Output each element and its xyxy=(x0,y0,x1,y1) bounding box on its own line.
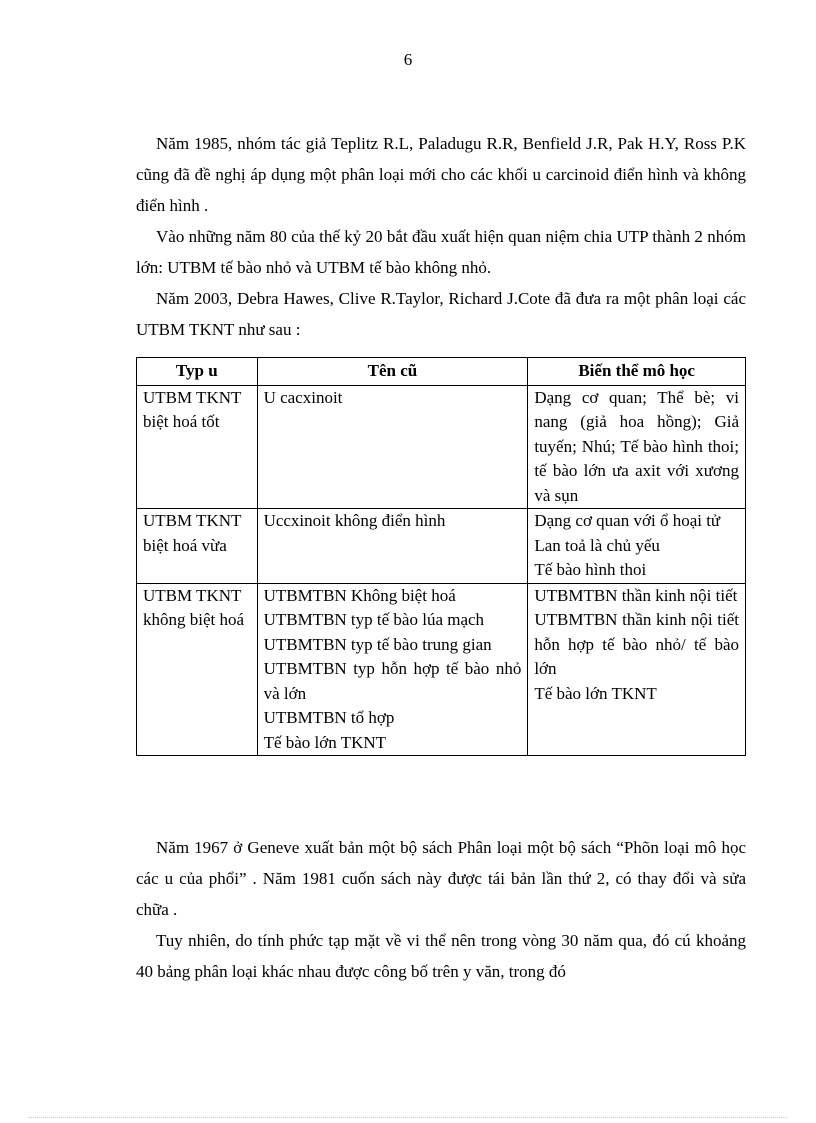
old-name: UTBMTBN Không biệt hoá xyxy=(263,585,456,605)
header-tumor-type: Typ u xyxy=(137,358,258,386)
tumor-type-cell: UTBM TKNT biệt hoá tốt xyxy=(137,385,258,509)
intro-text xyxy=(136,128,746,345)
variant: Dạng cơ quan với ổ hoại tử xyxy=(534,511,721,530)
tumor-type-cell: UTBM TKNT không biệt hoá xyxy=(137,583,258,756)
old-name: Uccxinoit không điển hình xyxy=(263,511,446,530)
old-name-cell xyxy=(257,509,528,584)
old-name: UTBMTBN typ tế bào lúa mạch xyxy=(263,610,485,629)
variant: Tế bào hình thoi xyxy=(534,560,647,579)
old-name: UTBMTBN typ hỗn hợp tế bào nhỏ và lớn xyxy=(263,659,522,703)
tumor-type-cell: UTBM TKNT biệt hoá vừa xyxy=(137,509,258,584)
header-histologic-variant: Biến thể mô học xyxy=(528,358,746,386)
variant-cell xyxy=(528,583,746,756)
variant-cell xyxy=(528,385,746,509)
variant: UTBMTBN thần kinh nội tiết xyxy=(534,585,738,605)
variant: Tế bào lớn TKNT xyxy=(534,683,657,703)
table-row xyxy=(137,385,746,509)
table-row xyxy=(137,583,746,756)
old-name: Tế bào lớn TKNT xyxy=(263,732,387,752)
table-header-row xyxy=(137,358,746,386)
body-text xyxy=(136,832,746,987)
table-row xyxy=(137,509,746,584)
variant: Lan toả là chủ yếu xyxy=(534,535,660,555)
page-number: 6 xyxy=(403,50,413,69)
classification-table xyxy=(136,357,746,756)
footer-divider xyxy=(28,1117,788,1118)
old-name: UTBMTBN tổ hợp xyxy=(263,708,395,727)
variant: Dạng cơ quan; Thể bè; vi nang (giả hoa hồng); Giả tuyến; Nhú; Tế bào hình thoi; tế bào lớn ưa axit với xương và sụn xyxy=(534,387,739,505)
paragraph: Tuy nhiên, do tính phức tạp mặt về vi thể nên trong vòng 30 năm qua, đó cú khoảng 40 bảng phân loại khác nhau được công bố trên y văn, trong đó xyxy=(136,931,746,981)
old-name: U cacxinoit xyxy=(263,387,343,407)
variant-cell xyxy=(528,509,746,584)
variant: UTBMTBN thần kinh nội tiết hỗn hợp tế bào nhỏ/ tế bào lớn xyxy=(534,610,739,678)
old-name-cell xyxy=(257,583,528,756)
paragraph: Vào những năm 80 của thế kỷ 20 bắt đầu xuất hiện quan niệm chia UTP thành 2 nhóm lớn: UTBM tế bào nhỏ và UTBM tế bào không nhỏ. xyxy=(136,227,746,277)
paragraph: Năm 1985, nhóm tác giả Teplitz R.L, Paladugu R.R, Benfield J.R, Pak H.Y, Ross P.K cũng đã đề nghị áp dụng một phân loại mới cho các khối u carcinoid điển hình và không điển hình . xyxy=(136,134,746,215)
header-old-name: Tên cũ xyxy=(257,358,528,386)
old-name-cell xyxy=(257,385,528,509)
paragraph: Năm 1967 ở Geneve xuất bản một bộ sách Phân loại một bộ sách “Phõn loại mô học các u của phổi” . Năm 1981 cuốn sách này được tái bản lần thứ 2, có thay đổi và sửa chữa . xyxy=(136,838,746,919)
paragraph: Năm 2003, Debra Hawes, Clive R.Taylor, Richard J.Cote đã đưa ra một phân loại các UTBM TKNT như sau : xyxy=(136,289,746,339)
old-name: UTBMTBN typ tế bào trung gian xyxy=(263,634,492,654)
